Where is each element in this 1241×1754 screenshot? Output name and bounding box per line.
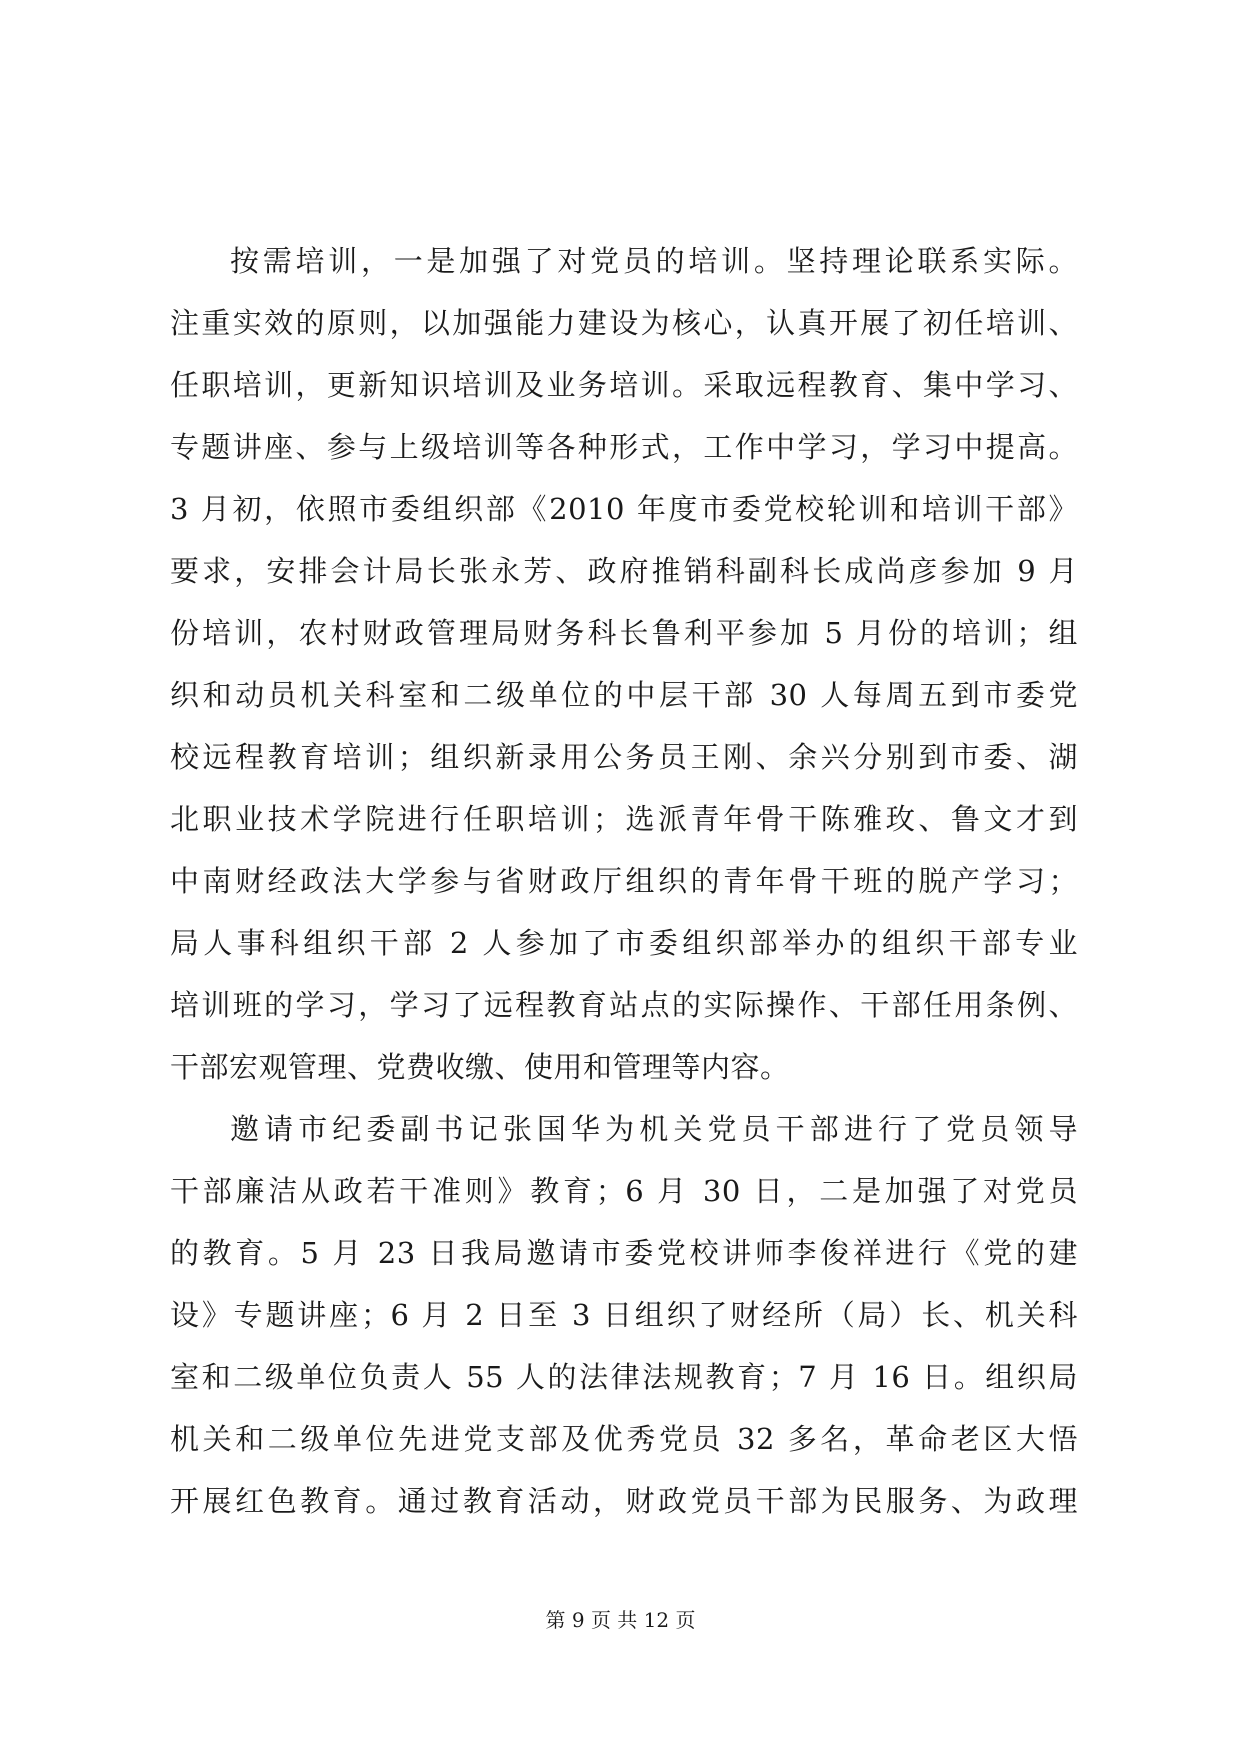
text-line: 开展红色教育。通过教育活动，财政党员干部为民服务、为政理 bbox=[170, 1484, 1078, 1518]
text-line: 按需培训，一是加强了对党员的培训。坚持理论联系实际。 bbox=[230, 244, 1078, 278]
paragraph-1 bbox=[170, 230, 1078, 1098]
text-line: 织和动员机关科室和二级单位的中层干部 30 人每周五到市委党 bbox=[170, 678, 1078, 712]
text-line: 任职培训，更新知识培训及业务培训。采取远程教育、集中学习、 bbox=[170, 368, 1078, 402]
text-line: 干部廉洁从政若干准则》教育；6 月 30 日，二是加强了对党员 bbox=[170, 1174, 1078, 1208]
text-line: 培训班的学习，学习了远程教育站点的实际操作、干部任用条例、 bbox=[170, 988, 1078, 1022]
text-line: 份培训，农村财政管理局财务科长鲁利平参加 5 月份的培训；组 bbox=[170, 616, 1078, 650]
paragraph-2 bbox=[170, 1098, 1078, 1532]
text-line: 3 月初，依照市委组织部《2010 年度市委党校轮训和培训干部》 bbox=[170, 492, 1078, 526]
text-line: 北职业技术学院进行任职培训；选派青年骨干陈雅玫、鲁文才到 bbox=[170, 802, 1078, 836]
text-line: 中南财经政法大学参与省财政厅组织的青年骨干班的脱产学习； bbox=[170, 864, 1078, 898]
text-line: 干部宏观管理、党费收缴、使用和管理等内容。 bbox=[170, 1050, 790, 1084]
text-line: 校远程教育培训；组织新录用公务员王刚、余兴分别到市委、湖 bbox=[170, 740, 1078, 774]
page-footer bbox=[0, 1606, 1241, 1634]
document-body bbox=[170, 230, 1078, 1532]
text-line: 设》专题讲座；6 月 2 日至 3 日组织了财经所（局）长、机关科 bbox=[170, 1298, 1078, 1332]
text-line: 要求，安排会计局长张永芳、政府推销科副科长成尚彦参加 9 月 bbox=[170, 554, 1078, 588]
text-line: 局人事科组织干部 2 人参加了市委组织部举办的组织干部专业 bbox=[170, 926, 1078, 960]
text-line: 室和二级单位负责人 55 人的法律法规教育；7 月 16 日。组织局 bbox=[170, 1360, 1078, 1394]
text-line: 专题讲座、参与上级培训等各种形式，工作中学习，学习中提高。 bbox=[170, 430, 1078, 464]
text-line: 的教育。5 月 23 日我局邀请市委党校讲师李俊祥进行《党的建 bbox=[170, 1236, 1078, 1270]
text-line: 注重实效的原则，以加强能力建设为核心，认真开展了初任培训、 bbox=[170, 306, 1078, 340]
page-number-label: 第 9 页 共 12 页 bbox=[545, 1608, 696, 1632]
text-line: 邀请市纪委副书记张国华为机关党员干部进行了党员领导 bbox=[230, 1112, 1078, 1146]
text-line: 机关和二级单位先进党支部及优秀党员 32 多名，革命老区大悟 bbox=[170, 1422, 1078, 1456]
